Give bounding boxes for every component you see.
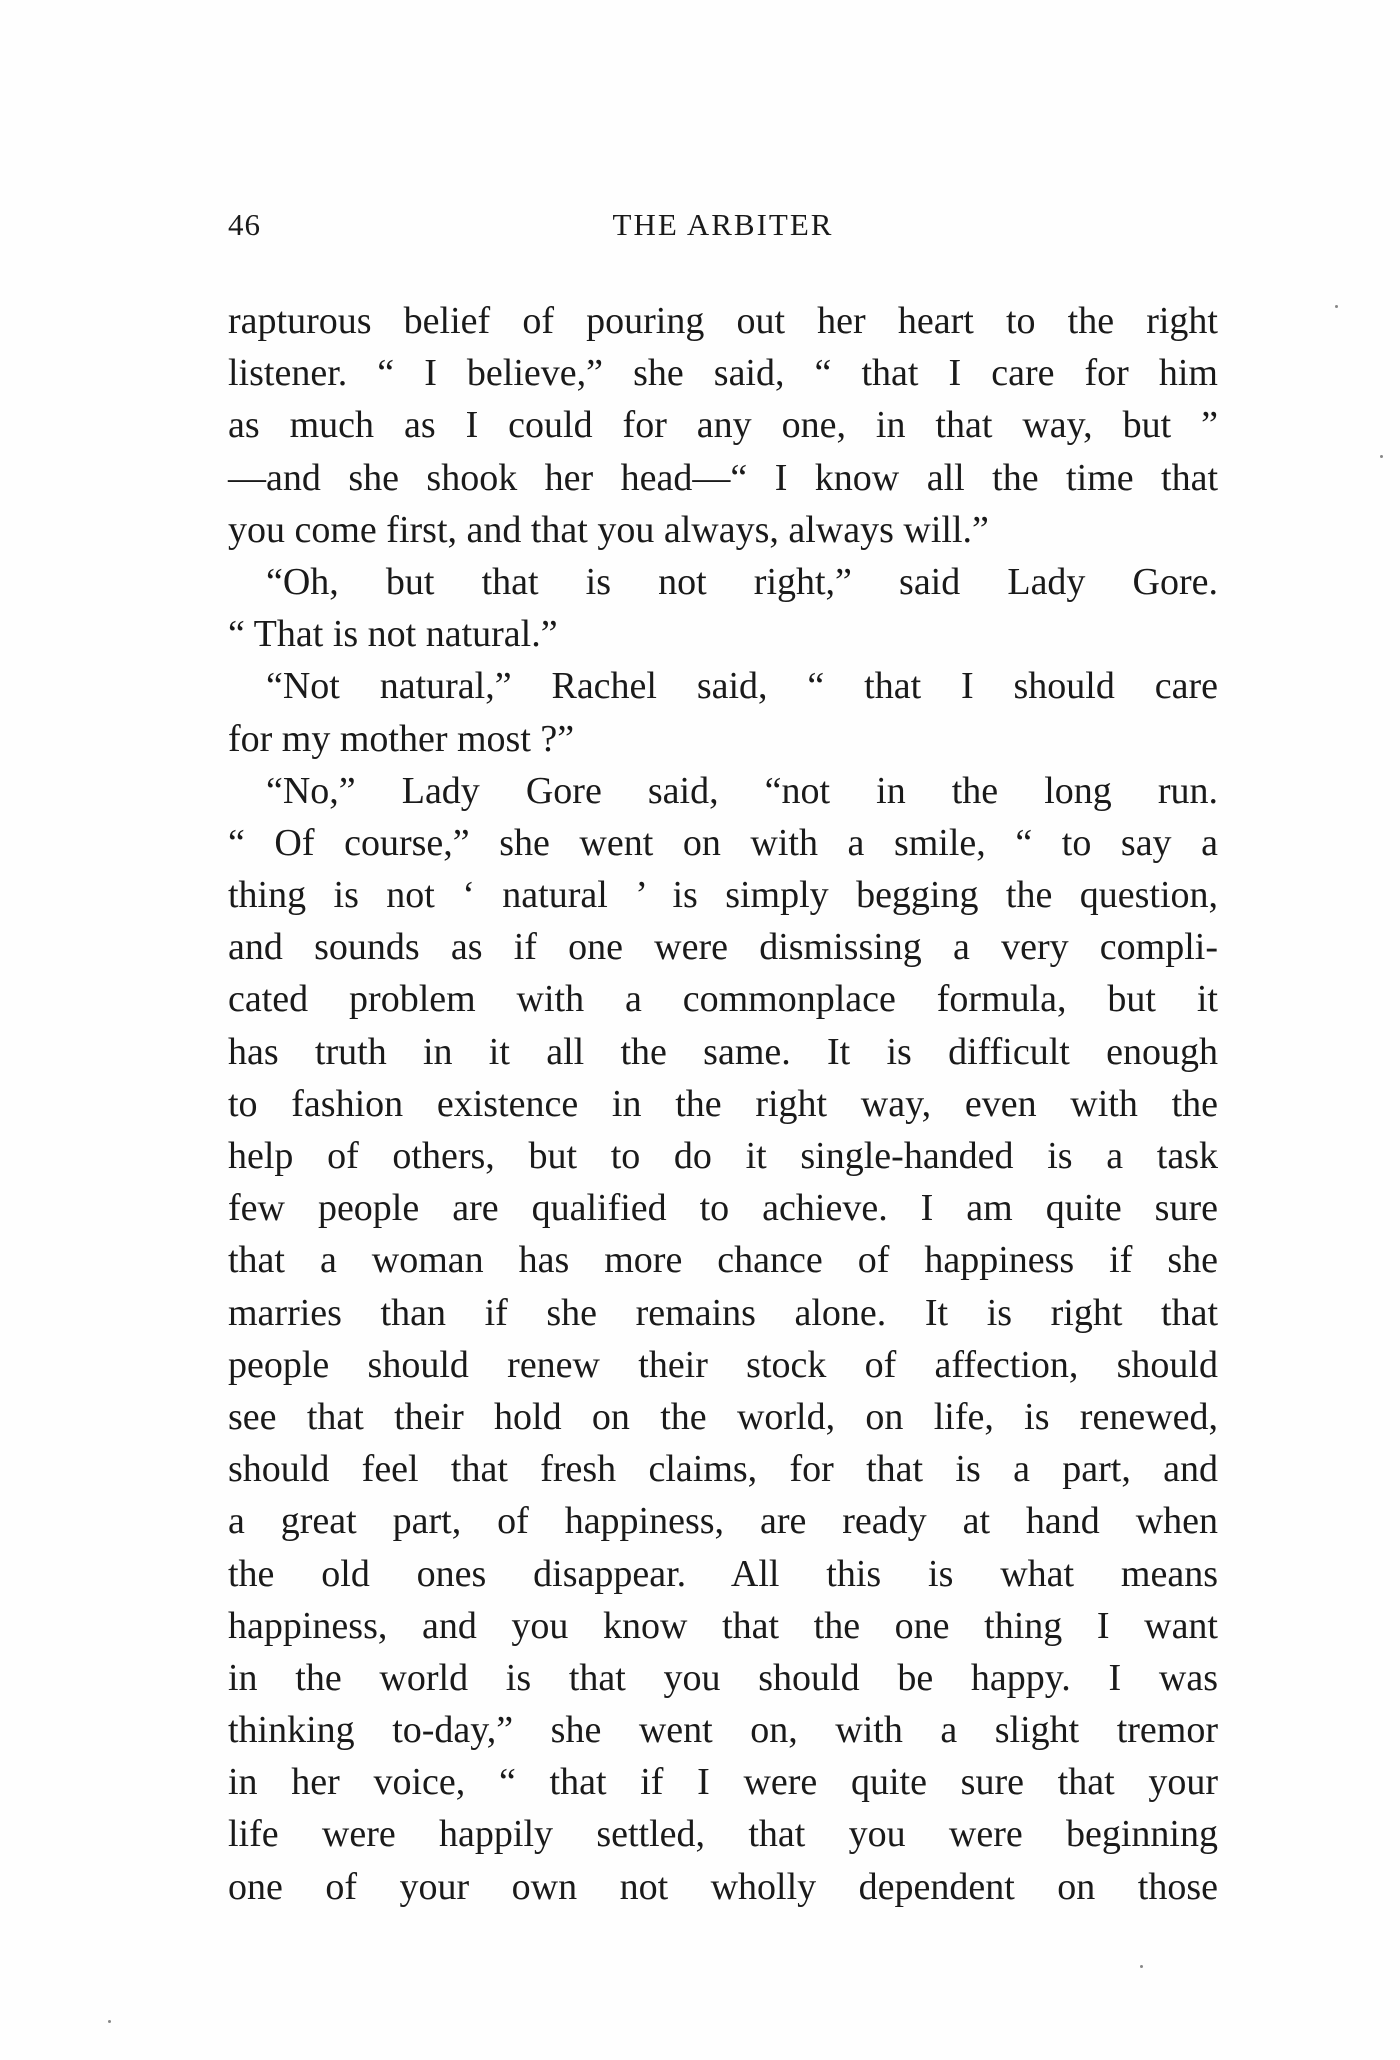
text-line: for my mother most ?” [228,717,575,760]
running-head [228,207,1218,247]
text-line: in the world is that you should be happy. I was [228,1656,1218,1699]
text-line: “ That is not natural.” [228,613,558,656]
text-line: that a woman has more chance of happiness if she [228,1239,1218,1282]
text-line: see that their hold on the world, on life, is renewed, [228,1395,1218,1438]
body-text [228,295,1218,1913]
text-line: “Oh, but that is not right,” said Lady Gore. [266,560,1218,603]
text-line: one of your own not wholly dependent on those [228,1865,1218,1908]
running-title: THE ARBITER [612,207,834,242]
text-line: a great part, of happiness, are ready at hand when [228,1500,1218,1543]
text-line: you come first, and that you always, always will.” [228,508,989,551]
text-line: cated problem with a commonplace formula, but it [228,978,1218,1021]
text-line: has truth in it all the same. It is difficult enough [228,1030,1218,1073]
text-line: listener. “ I believe,” she said, “ that I care for him [228,352,1218,395]
paper-speck [108,2020,111,2023]
text-line: should feel that fresh claims, for that is a part, and [228,1448,1218,1491]
text-line: the old ones disappear. All this is what means [228,1552,1218,1595]
text-line: few people are qualified to achieve. I am quite sure [228,1187,1218,1230]
paper-speck [1380,455,1383,458]
text-line: rapturous belief of pouring out her heart to the right [228,300,1218,342]
text-line: “Not natural,” Rachel said, “ that I should care [266,665,1218,708]
text-line: and sounds as if one were dismissing a very compli- [228,926,1218,969]
page-number: 46 [228,207,261,242]
paper-speck [1140,1965,1143,1968]
text-line: happiness, and you know that the one thing I want [228,1604,1218,1647]
text-line: as much as I could for any one, in that way, but ” [228,404,1218,447]
text-line: in her voice, “ that if I were quite sure that your [228,1761,1218,1804]
text-line: to fashion existence in the right way, even with the [228,1082,1218,1125]
paper-speck [1335,305,1338,308]
text-line: marries than if she remains alone. It is right that [228,1291,1218,1334]
text-line: “No,” Lady Gore said, “not in the long run. [266,769,1218,812]
text-line: “ Of course,” she went on with a smile, “ to say a [228,821,1218,864]
text-line: help of others, but to do it single-handed is a task [228,1135,1218,1177]
text-line: life were happily settled, that you were beginning [228,1813,1218,1856]
text-line: people should renew their stock of affection, should [228,1343,1218,1386]
text-line: —and she shook her head—“ I know all the time that [228,456,1218,499]
text-line: thing is not ‘ natural ’ is simply begging the question, [228,874,1218,917]
text-line: thinking to-day,” she went on, with a slight tremor [228,1709,1218,1752]
